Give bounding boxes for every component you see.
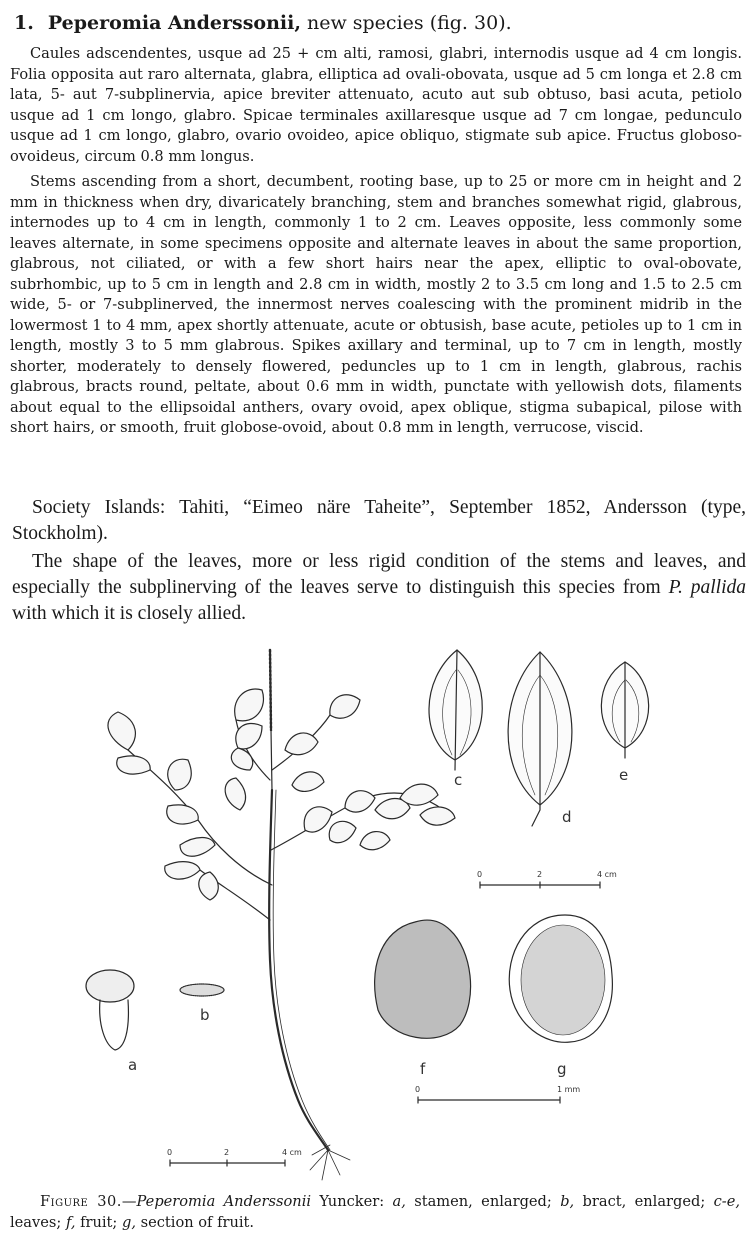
caption-key-b: b, [560, 1193, 575, 1210]
leaf-c-drawing [429, 650, 482, 770]
leaf-scale-zero: 0 [477, 870, 483, 879]
label-a: a [128, 1056, 138, 1074]
illustration-svg [0, 630, 750, 1190]
locality-paragraph: Society Islands: Tahiti, “Eimeo näre Taheite”, September 1852, Andersson (type, Stockholm). [12, 497, 746, 544]
caption-text-f: fruit; [75, 1213, 122, 1231]
caption-author: Yuncker: [311, 1193, 393, 1210]
botanical-illustration [0, 630, 750, 1190]
fruit-f-drawing [375, 920, 471, 1038]
label-g: g [557, 1060, 567, 1078]
species-name: Peperomia Anderssonii, [47, 12, 301, 34]
caption-dash: — [121, 1193, 137, 1210]
leaf-d-drawing [508, 652, 572, 826]
figure-caption [10, 1192, 740, 1233]
caption-key-a: a, [392, 1193, 406, 1210]
latin-description: Caules adscendentes, usque ad 25 + cm alti, ramosi, glabri, internodis usque ad 4 cm longis. Folia opposita aut raro alternata, glabra, elliptica ad ovali-obovata, usque ad 5 cm longa et 2.8 cm lata, 5- aut 7-subplinervia, apice breviter attenuato, acuto aut sub obtuso, basi acuta, petiolo usque ad 1 cm longo, glabro. Spicae terminales axillaresque usque ad 7 cm longae, pedunculo usque ad 1 cm longo, glabro, ovario ovoideo, apice obliquo, stigmate sub apice. Fructus globoso-ovoideus, circum 0.8 mm longus. [10, 45, 742, 165]
caption-text-g: section of fruit. [135, 1213, 255, 1231]
label-e: e [619, 766, 629, 784]
fruit-scale-end: 1 mm [557, 1085, 581, 1094]
leaf-e-drawing [601, 662, 648, 758]
diagnostic-note [12, 549, 746, 627]
fruit-section-g-drawing [509, 915, 612, 1042]
caption-figure-label: Figure 30. [40, 1193, 122, 1210]
leaf-scale-bar [480, 882, 600, 888]
note-italic-species: P. pallida [668, 577, 746, 598]
note-text-before: The shape of the leaves, more or less rigid condition of the stems and leaves, and especially the subplinerving of the leaves serve to distinguish this species from [12, 551, 746, 598]
caption-text-a: stamen, enlarged; [405, 1193, 561, 1210]
fruit-scale-bar [418, 1097, 560, 1103]
figure-reference: (fig. 30). [429, 12, 512, 34]
plant-drawing [108, 650, 455, 1180]
stamen-a-drawing [86, 970, 134, 1050]
species-number: 1. [14, 12, 34, 34]
species-heading [14, 10, 744, 36]
caption-key-c-e: c-e, [713, 1193, 741, 1210]
english-description: Stems ascending from a short, decumbent, rooting base, up to 25 or more cm in height and 2 mm in thickness when dry, divaricately branching, stem and branches somewhat rigid, glabrous, internodes up to 4 cm in length, commonly 1 to 2 cm. Leaves opposite, less commonly some leaves alternate, in some specimens opposite and alternate leaves in about the same proportion, glabrous, not ciliated, or with a few short hairs near the apex, elliptic to oval-obovate, subrhombic, up to 5 cm in length and 2.8 cm in width, mostly 2 to 3.5 cm long and 1.5 to 2.5 cm wide, 5- or 7-subplinerved, the innermost nerves coalescing with the prominent midrib in the lowermost 1 to 4 mm, apex shortly attenuate, acute or obtusish, base acute, petioles up to 1 cm in length, mostly 3 to 5 mm glabrous. Spikes axillary and terminal, up to 7 cm in length, mostly shorter, moderately to densely flowered, peduncles up to 1 cm in length, glabrous, rachis glabrous, bracts round, peltate, about 0.6 mm in width, punctate with yellowish dots, filaments about equal to the ellipsoidal anthers, ovary ovoid, apex oblique, stigma subapical, pilose with short hairs, or smooth, fruit globose-ovoid, about 0.8 mm in length, verrucose, viscid. [10, 173, 742, 436]
caption-text-b: bract, enlarged; [574, 1193, 714, 1210]
plant-scale-end: 4 cm [282, 1148, 302, 1157]
label-d: d [562, 808, 572, 826]
caption-species: Peperomia Anderssonii [136, 1193, 312, 1210]
leaf-scale-end: 4 cm [597, 870, 617, 879]
caption-key-g: g, [121, 1213, 136, 1231]
plant-scale-bar [170, 1160, 285, 1166]
leaf-scale-mid: 2 [537, 870, 543, 879]
caption-key-f: f, [65, 1213, 76, 1231]
plant-scale-zero: 0 [167, 1148, 173, 1157]
note-text-after: with which it is closely allied. [12, 603, 246, 624]
plant-scale-mid: 2 [224, 1148, 230, 1157]
label-f: f [420, 1060, 426, 1078]
label-c: c [454, 771, 463, 789]
fruit-scale-zero: 0 [415, 1085, 421, 1094]
species-status: new species [306, 12, 424, 34]
bract-b-drawing [180, 984, 224, 996]
label-b: b [200, 1006, 210, 1024]
caption-text-c-e: leaves; [10, 1213, 66, 1231]
